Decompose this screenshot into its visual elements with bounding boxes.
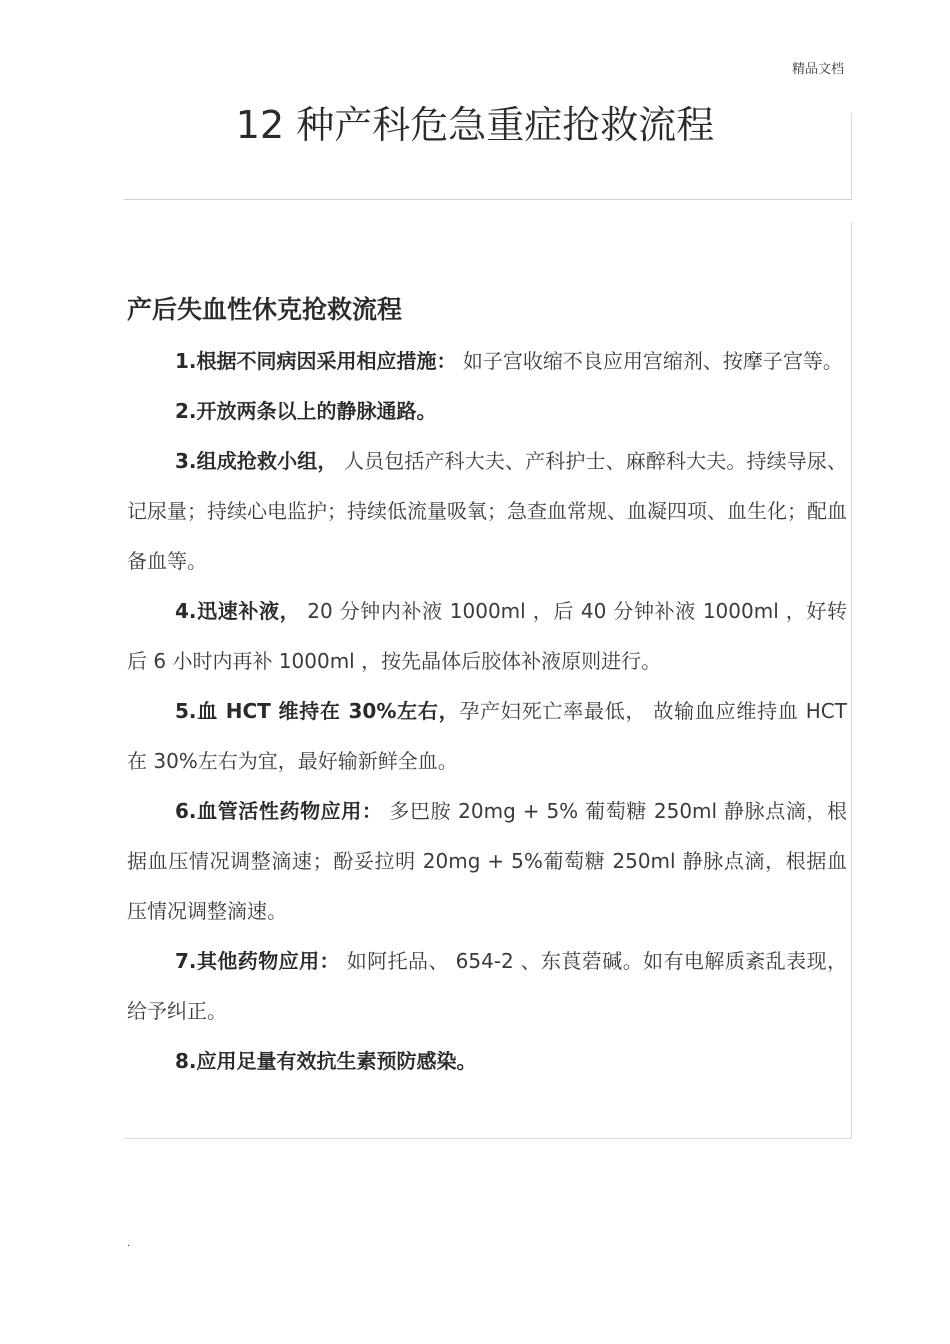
step-text: 多巴胺 20mg + 5% 葡萄糖 250ml 静脉点滴，根据血压情况调整滴速；酚妥拉明 20mg + 5%葡萄糖 250ml 静脉点滴，根据血压情况调整滴速。 bbox=[127, 799, 848, 923]
step-text: 如子宫收缩不良应用宫缩剂、按摩子宫等。 bbox=[456, 349, 843, 373]
step-paragraph bbox=[127, 686, 847, 786]
step-paragraph bbox=[127, 386, 847, 436]
step-lead: 7.其他药物应用： bbox=[175, 949, 340, 973]
step-paragraph bbox=[127, 1036, 847, 1086]
step-lead: 6.血管活性药物应用： bbox=[175, 799, 383, 823]
step-paragraph bbox=[127, 586, 847, 686]
step-paragraph bbox=[127, 936, 847, 1036]
step-lead: 2.开放两条以上的静脉通路。 bbox=[175, 399, 437, 423]
step-lead: 5.血 HCT 维持在 30%左右， bbox=[175, 699, 460, 723]
step-lead: 1.根据不同病因采用相应措施： bbox=[175, 349, 457, 373]
document-title: 12 种产科危急重症抢救流程 bbox=[235, 103, 715, 147]
header-note: 精品文档 bbox=[792, 62, 845, 77]
step-paragraph bbox=[127, 786, 847, 936]
step-text: 孕产妇死亡率最低， 故输血应维持血 HCT 在 30%左右为宜，最好输新鲜全血。 bbox=[127, 699, 847, 773]
step-lead: 3.组成抢救小组， bbox=[175, 449, 338, 473]
step-text: 如阿托品、 654-2 、东莨菪碱。如有电解质紊乱表现，给予纠正。 bbox=[127, 949, 848, 1023]
section-title: 产后失血性休克抢救流程 bbox=[127, 295, 403, 324]
step-lead: 4.迅速补液， bbox=[175, 599, 301, 623]
step-paragraph bbox=[127, 436, 847, 586]
step-lead: 8.应用足量有效抗生素预防感染。 bbox=[175, 1049, 477, 1073]
section-body bbox=[127, 336, 847, 1086]
step-paragraph bbox=[127, 336, 847, 386]
step-text: 人员包括产科大夫、产科护士、麻醉科大夫。持续导尿、记尿量；持续心电监护；持续低流量吸氧；急查血常规、血凝四项、血生化；配血备血等。 bbox=[127, 449, 847, 573]
footer-mark: . bbox=[127, 1238, 131, 1249]
step-text: 20 分钟内补液 1000ml ，后 40 分钟补液 1000ml ，好转后 6 小时内再补 1000ml ，按先晶体后胶体补液原则进行。 bbox=[127, 599, 847, 673]
